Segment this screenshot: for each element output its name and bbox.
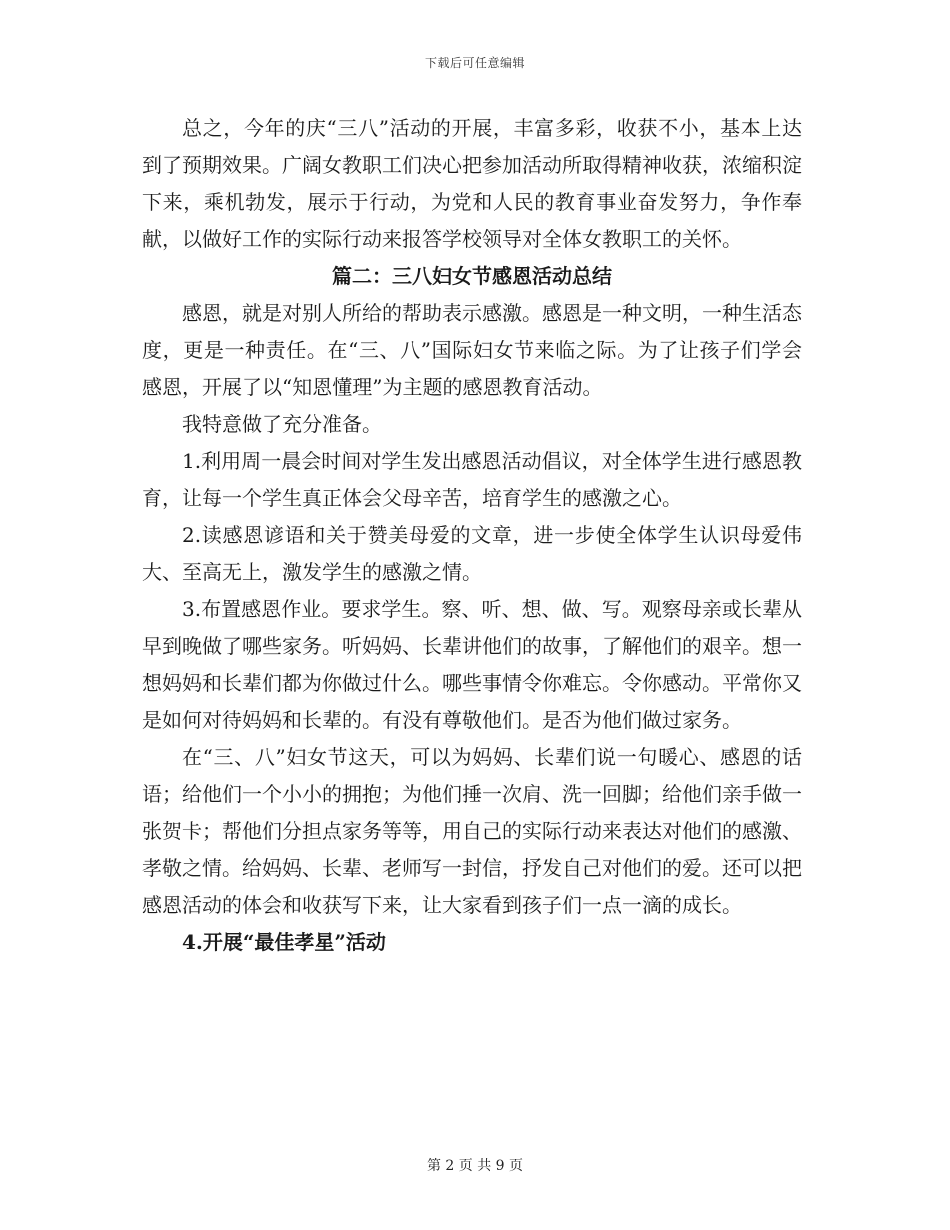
- document-body: [142, 110, 802, 961]
- paragraph-intro: 感恩，就是对别人所给的帮助表示感激。感恩是一种文明，一种生活态度，更是一种责任。在“三、八”国际妇女节来临之际。为了让孩子们学会感恩，开展了以“知恩懂理”为主题的感恩教育活动。: [142, 301, 802, 399]
- list-item-1: 1.利用周一晨会时间对学生发出感恩活动倡议，对全体学生进行感恩教育，让每一个学生真正体会父母辛苦，培育学生的感激之心。: [142, 449, 802, 510]
- list-item-3: 3.布置感恩作业。要求学生。察、听、想、做、写。观察母亲或长辈从早到晚做了哪些家务。听妈妈、长辈讲他们的故事，了解他们的艰辛。想一想妈妈和长辈们都为你做过什么。哪些事情令你难忘。令你感动。平常你又是如何对待妈妈和长辈的。有没有尊敬他们。是否为他们做过家务。: [142, 597, 802, 732]
- paragraph-preparation: 我特意做了充分准备。: [182, 412, 382, 436]
- list-item-4-heading: 4.开展“最佳孝星”活动: [182, 930, 386, 954]
- paragraph-womens-day: 在“三、八”妇女节这天，可以为妈妈、长辈们说一句暖心、感恩的话语；给他们一个小小的拥抱；为他们捶一次肩、洗一回脚；给他们亲手做一张贺卡；帮他们分担点家务等等，用自己的实际行动来表达对他们的感激、孝敬之情。给妈妈、长辈、老师写一封信，抒发自己对他们的爱。还可以把感恩活动的体会和收获写下来，让大家看到孩子们一点一滴的成长。: [142, 745, 802, 917]
- page-footer: 第 2 页 共 9 页: [426, 1158, 524, 1174]
- list-item-2: 2.读感恩谚语和关于赞美母爱的文章，进一步使全体学生认识母爱伟大、至高无上，激发学生的感激之情。: [142, 523, 802, 584]
- page-header-note: 下载后可任意编辑: [424, 56, 525, 70]
- section-title: 篇二：三八妇女节感恩活动总结: [332, 264, 612, 288]
- paragraph-summary: 总之，今年的庆“三八”活动的开展，丰富多彩，收获不小，基本上达到了预期效果。广阔女教职工们决心把参加活动所取得精神收获，浓缩积淀下来，乘机勃发，展示于行动，为党和人民的教育事业奋发努力，争作奉献，以做好工作的实际行动来报答学校领导对全体女教职工的关怀。: [142, 116, 802, 251]
